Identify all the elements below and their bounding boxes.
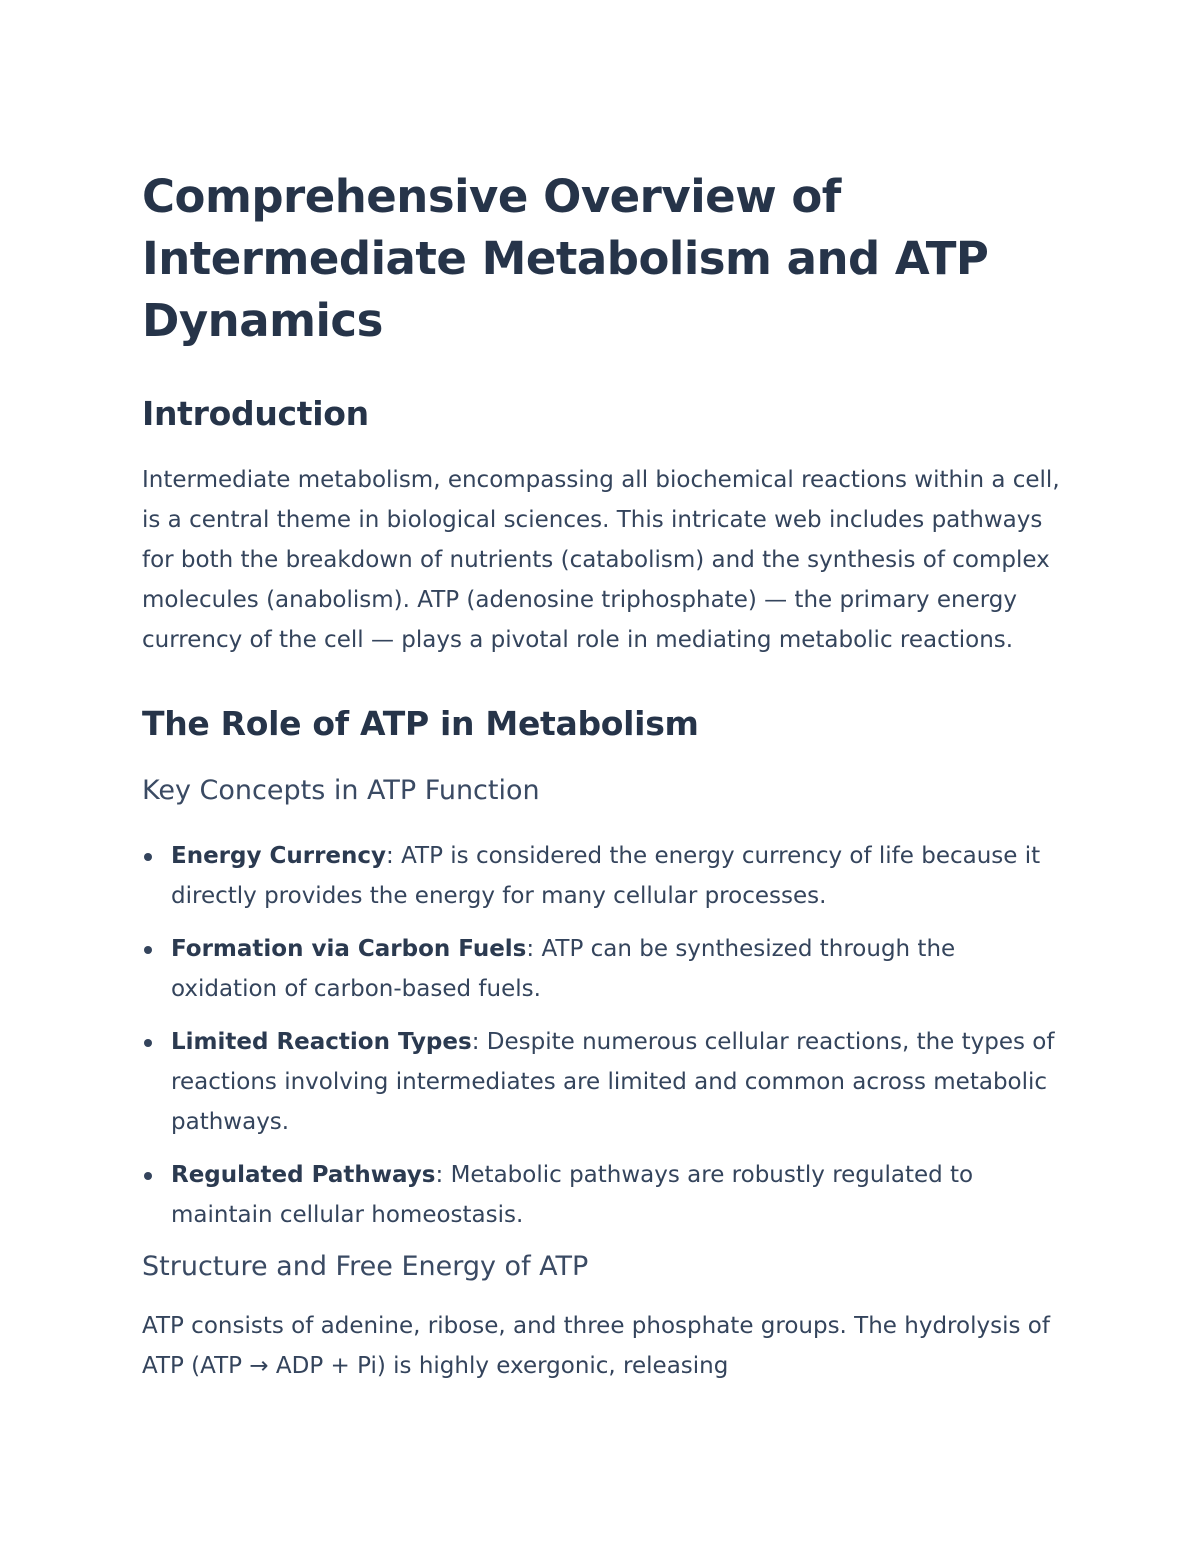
introduction-heading: Introduction (142, 394, 369, 433)
list-item-term: Energy Currency (171, 843, 387, 869)
document-page (142, 166, 1062, 1386)
introduction-paragraph: Intermediate metabolism, encompassing all biochemical reactions within a cell, is a central theme in biological sciences. This intricate web includes pathways for both the breakdown of nutrients (catabolism) and the synthesis of complex molecules (anabolism). ATP (adenosine triphosphate) — the primary energy currency of the cell — plays a pivotal role in mediating metabolic reactions. (142, 467, 1060, 653)
list-item-term: Formation via Carbon Fuels (171, 936, 527, 962)
structure-heading: Structure and Free Energy of ATP (142, 1251, 589, 1282)
list-item-separator: : (435, 1162, 451, 1188)
list-item (142, 1022, 1062, 1142)
key-concepts-list (142, 836, 1062, 1235)
list-item-text: Despite numerous cellular reactions, the types of reactions involving intermediates are limited and common across metabolic pathways. (171, 1029, 1055, 1135)
key-concepts-heading: Key Concepts in ATP Function (142, 775, 540, 806)
list-item-separator: : (471, 1029, 487, 1055)
list-item-text: ATP is considered the energy currency of life because it directly provides the energy for many cellular processes. (171, 843, 1041, 909)
list-item-text: Metabolic pathways are robustly regulated to maintain cellular homeostasis. (171, 1162, 974, 1228)
list-item (142, 1155, 1062, 1235)
atp-role-heading: The Role of ATP in Metabolism (142, 704, 699, 743)
list-item-term: Regulated Pathways (171, 1162, 436, 1188)
list-item (142, 929, 1062, 1009)
bullet-icon (144, 1039, 152, 1047)
list-item-separator: : (386, 843, 402, 869)
list-item-separator: : (526, 936, 542, 962)
bullet-icon (144, 853, 152, 861)
structure-paragraph: ATP consists of adenine, ribose, and three phosphate groups. The hydrolysis of ATP (ATP → ADP + Pi) is highly exergonic, releasing (142, 1313, 1050, 1379)
bullet-icon (144, 946, 152, 954)
bullet-icon (144, 1172, 152, 1180)
list-item (142, 836, 1062, 916)
list-item-term: Limited Reaction Types (171, 1029, 472, 1055)
list-item-text: ATP can be synthesized through the oxidation of carbon-based fuels. (171, 936, 956, 1002)
document-title: Comprehensive Overview of Intermediate Metabolism and ATP Dynamics (142, 170, 989, 347)
